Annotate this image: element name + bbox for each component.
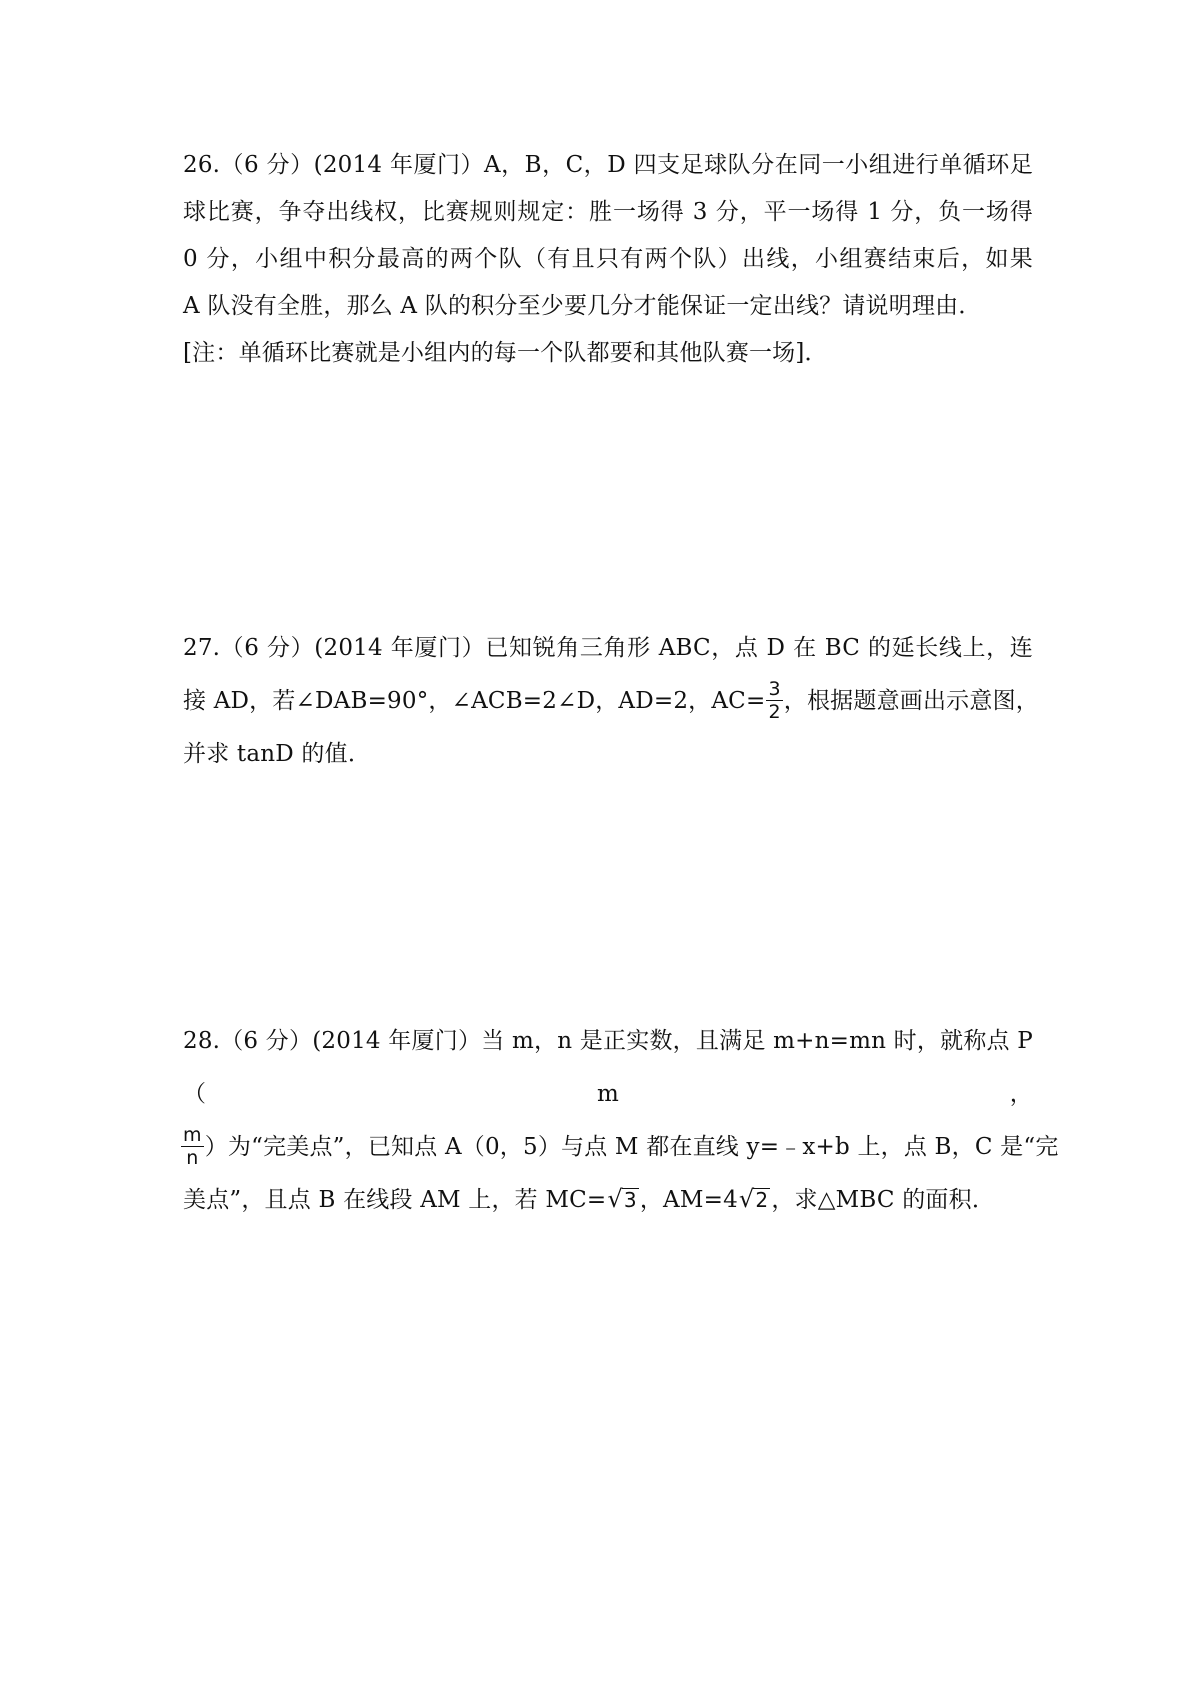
fraction-denominator: n (186, 1146, 199, 1169)
fraction-denominator: 2 (768, 700, 781, 723)
problem-26 (183, 142, 1033, 377)
problem-26-header: 26.（6 分）(2014 年厦门） (183, 152, 485, 178)
fraction-numerator: 3 (768, 677, 781, 700)
problem-26-line-2: 球比赛，争夺出线权，比赛规则规定：胜一场得 3 分，平一场得 1 分，负一场得 (183, 199, 1033, 225)
problem-28-line-1: 28.（6 分）(2014 年厦门）当 m，n 是正实数，且满足 m+n=mn 时，就称点 P（m， (183, 1028, 1033, 1107)
radical-sign: √ (607, 1185, 623, 1213)
fraction-m-over-n (181, 1124, 204, 1169)
radicand: 2 (755, 1188, 769, 1212)
problem-28-line-3: 美点”，且点 B 在线段 AM 上，若 MC= √ 3 ，AM=4 √ 2 ，求△MBC 的面积． (183, 1185, 996, 1213)
problem-27-line-1: 27.（6 分）(2014 年厦门）已知锐角三角形 ABC，点 D 在 BC 的延长线上，连 (183, 635, 1033, 661)
radicand: 3 (623, 1188, 637, 1212)
problem-27 (183, 622, 1039, 781)
problem-26-line-1: 26.（6 分）(2014 年厦门）A，B，C，D 四支足球队分在同一小组进行单循环足 (183, 152, 1033, 178)
problem-26-line-5: [注：单循环比赛就是小组内的每一个队都要和其他队赛一场]． (183, 340, 828, 366)
sqrt-three (607, 1187, 638, 1211)
problem-28-header: 28.（6 分）(2014 年厦门） (183, 1028, 482, 1054)
problem-28 (183, 1015, 1059, 1227)
problem-26-line-3: 0 分，小组中积分最高的两个队（有且只有两个队）出线，小组赛结束后，如果 (183, 246, 1033, 272)
fraction-numerator: m (183, 1123, 202, 1146)
fraction-three-halves (766, 678, 782, 723)
sqrt-two (739, 1187, 770, 1211)
problem-27-header: 27.（6 分）(2014 年厦门） (183, 635, 486, 661)
radical-sign: √ (738, 1185, 755, 1213)
problem-27-line-3: 并求 tanD 的值． (183, 741, 372, 767)
problem-26-line-4: A 队没有全胜，那么 A 队的积分至少要几分才能保证一定出线？请说明理由． (183, 293, 982, 319)
problem-28-line-2: $\frac{m}{n}$ ）为“完美点”，已知点 A（0，5）与点 M 都在直线 y=﹣x+b 上，点 B，C 是“完 (183, 1123, 1059, 1169)
problem-27-line-2: 接 AD，若∠DAB=90°，∠ACB=2∠D，AD=2，AC= $\frac{3}{2}$ ，根据题意画出示意图， (183, 677, 1039, 723)
